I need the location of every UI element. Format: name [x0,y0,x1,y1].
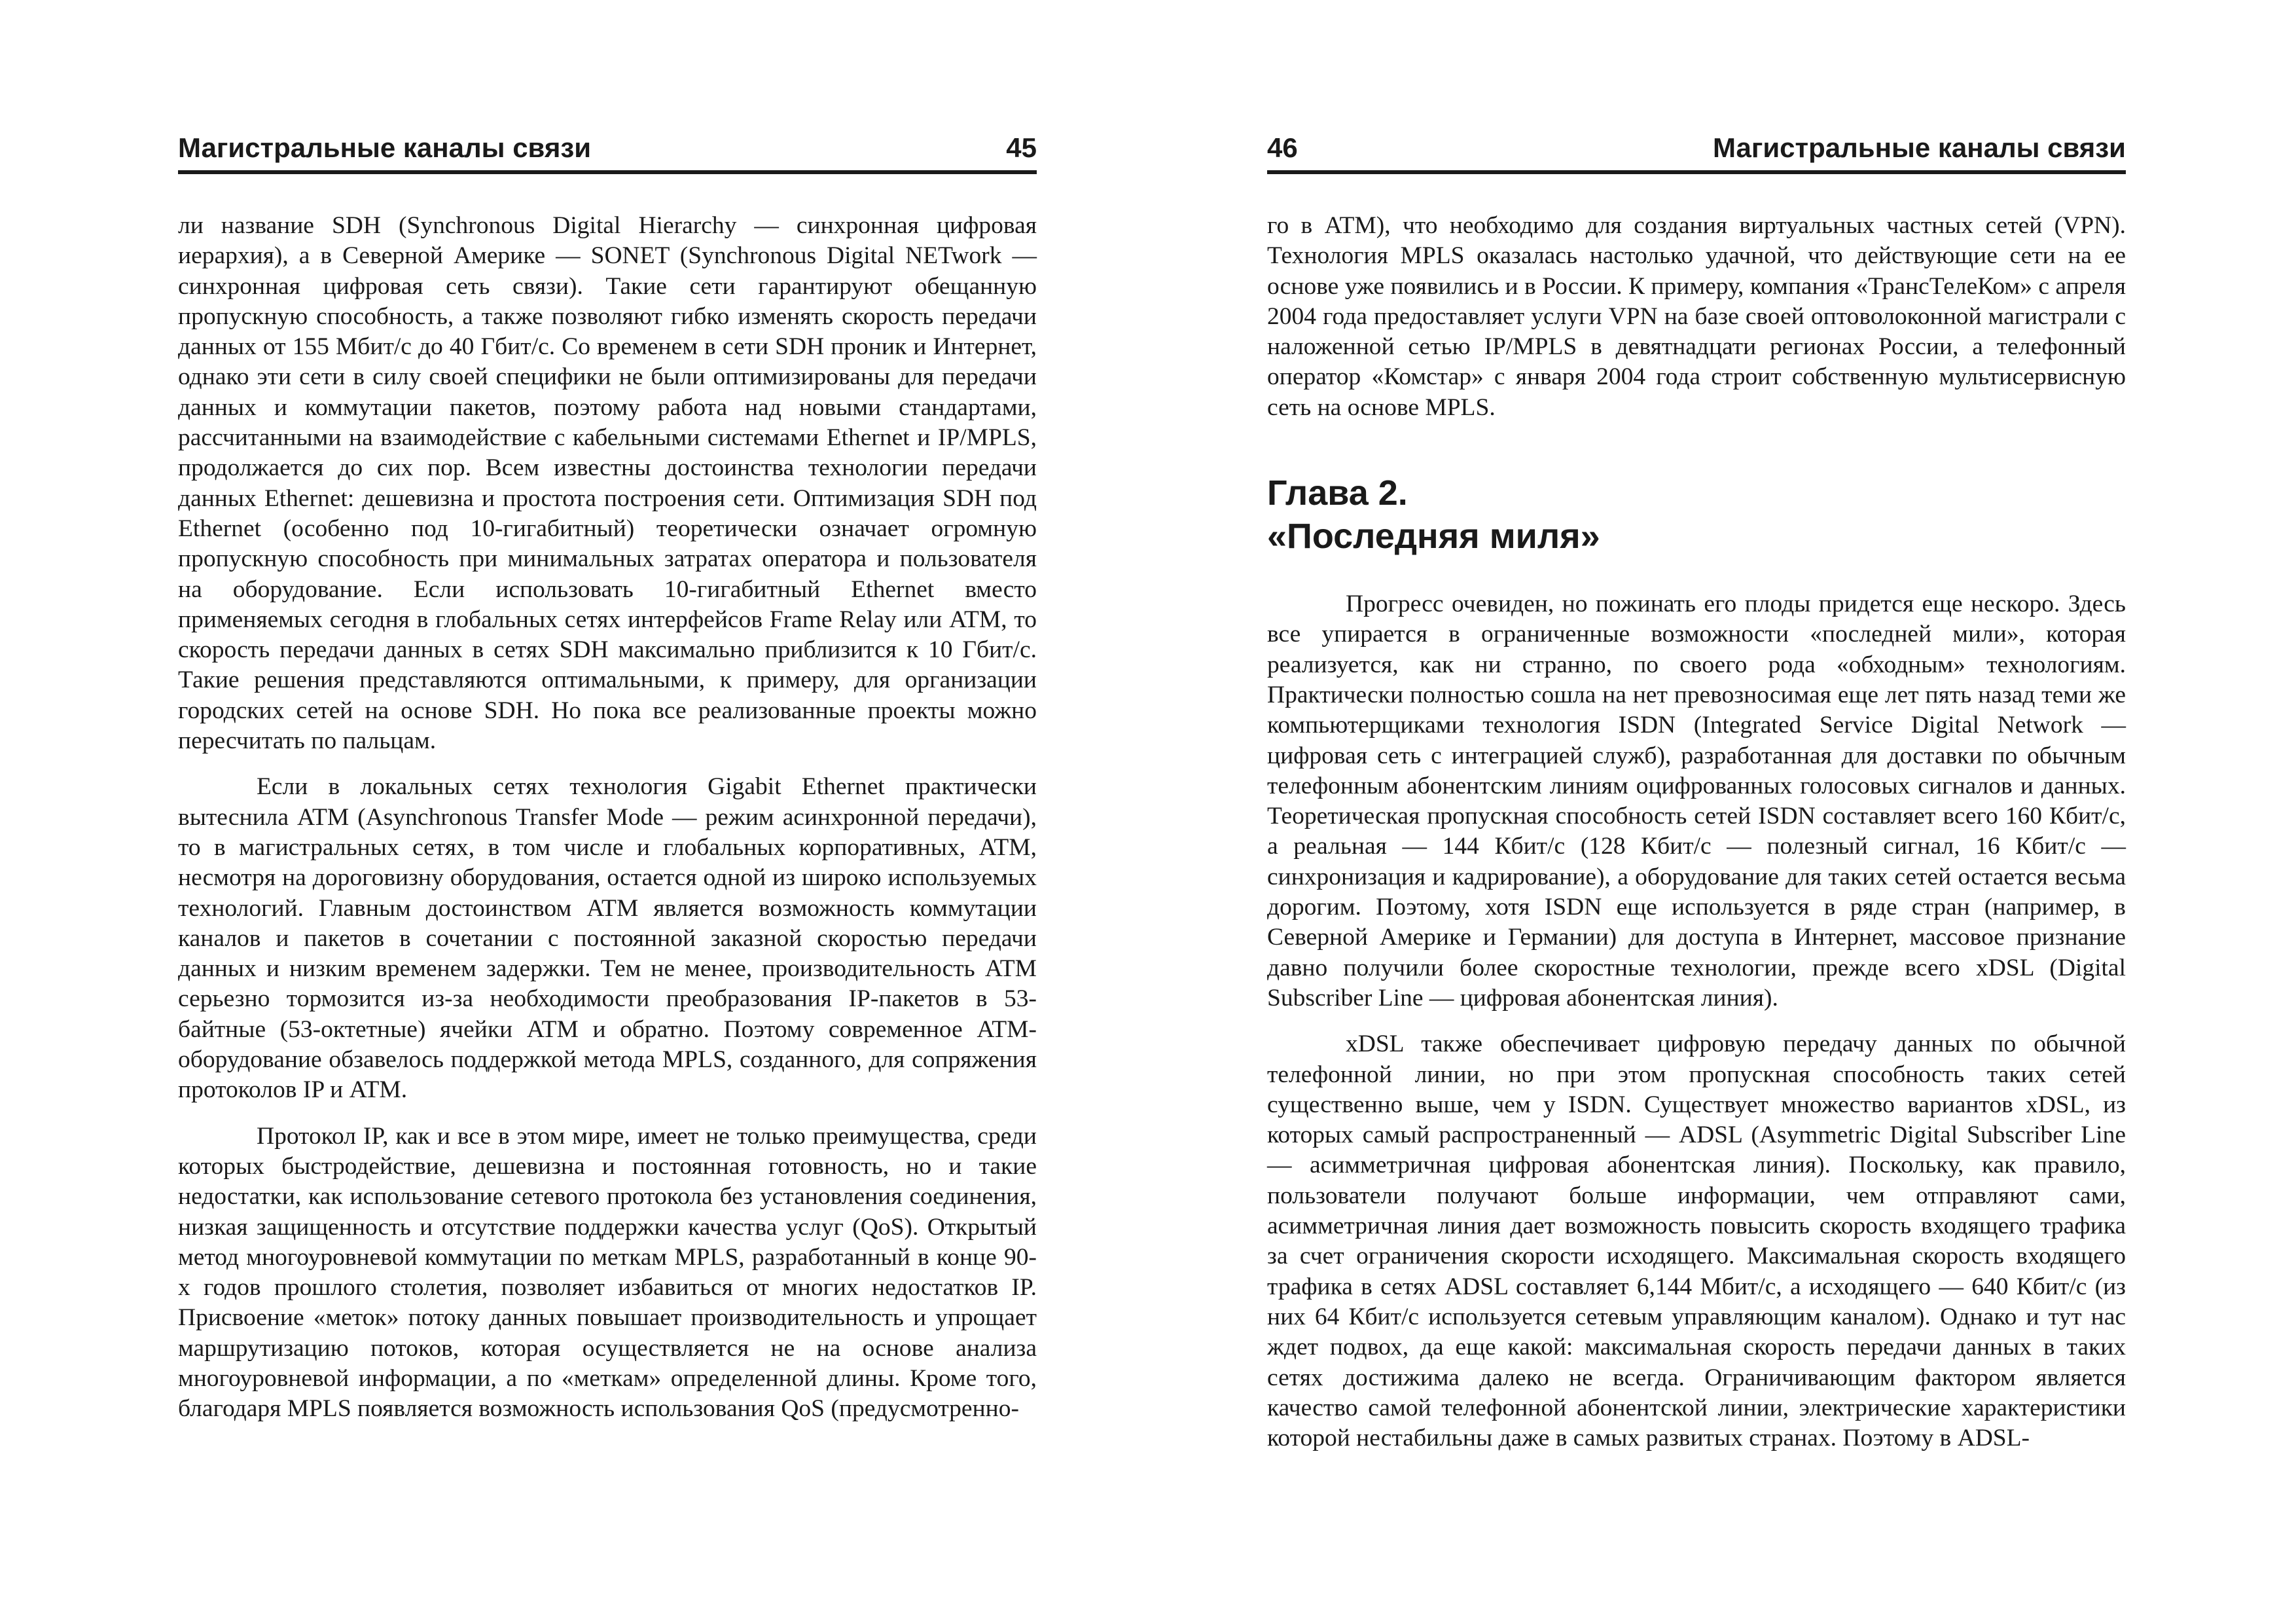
left-page-number: 45 [1006,132,1037,163]
right-page-number: 46 [1267,132,1298,163]
left-text-block [178,211,1037,1425]
left-paragraph-1: ли название SDH (Synchronous Digital Hierarchy — синхронная цифровая иерархия), а в Северной Америке — SONET (Synchronous Digital NETwork — синхронная цифровая сеть связи). Такие сети гарантируют обещанную пропускную способность, а также позволяют гибко изменять скорость передачи данных от 155 Мбит/с до 40 Гбит/с. Со временем в сети SDH проник и Интернет, однако эти сети в силу своей специфики не были оптимизированы для передачи данных и коммутации пакетов, поэтому работа над новыми стандартами, рассчитанными на взаимодействие с кабельными системами Ethernet и IP/MPLS, продолжается до сих пор. Всем известны достоинства технологии передачи данных Ethernet: дешевизна и простота построения сети. Оптимизация SDH под Ethernet (особенно под 10-гигабитный) теоретически означает огромную пропускную способность при минимальных затратах оператора и пользователя на оборудование. Если использовать 10-гигабитный Ethernet вместо применяемых сегодня в глобальных сетях интерфейсов Frame Relay или ATM, то скорость передачи данных в сетях SDH максимально приблизится к 10 Гбит/с. Такие решения представляются оптимальными, к примеру, для организации городских сетей на основе SDH. Но пока все реализованные проекты можно пересчитать по пальцам. [178,212,1037,755]
chapter-heading-line-2: «Последняя миля» [1267,517,1600,556]
right-page [1267,0,2126,1623]
right-text-block [1267,211,2126,1453]
right-paragraph-2: xDSL также обеспечивает цифровую передачу данных по обычной телефонной линии, но при этом пропускная способность таких сетей существенно выше, чем у ISDN. Существует множество вариантов xDSL, из которых самый распространенный — ADSL (Asymmetric Digital Subscriber Line — асимметричная цифровая абонентская линия). Поскольку, как правило, пользователи получают больше информации, чем отправляют сами, асимметричная линия дает возможность повысить скорость входящего трафика за счет ограничения скорости исходящего. Максимальная скорость входящего трафика в сетях ADSL составляет 6,144 Мбит/с, а исходящего — 640 Кбит/с (из них 64 Кбит/с используется сетевым управляющим каналом). Однако и тут нас ждет подвох, да еще какой: максимальная скорость передачи данных в таких сетях достижима далеко не всегда. Ограничивающим фактором является качество самой телефонной абонентской линии, электрические характеристики которой нестабильны даже в самых развитых странах. Поэтому в ADSL- [1267,1030,2126,1452]
right-intro-paragraph: го в ATM), что необходимо для создания виртуальных частных сетей (VPN). Технология MPLS оказалась настолько удачной, что действующие сети на ее основе уже появились и в России. К примеру, компания «ТрансТелеКом» с апреля 2004 года предоставляет услуги VPN на базе своей оптоволоконной магистрали с наложенной сетью IP/MPLS в девятнадцати регионах России, а телефонный оператор «Комстар» с января 2004 года строит собственную мультисервисную сеть на основе MPLS. [1267,212,2126,421]
left-header-title: Магистральные каналы связи [178,132,592,163]
left-paragraph-3: Протокол IP, как и все в этом мире, имеет не только преимущества, среди которых быстродействие, дешевизна и постоянная готовность, но и такие недостатки, как использование сетевого протокола без установления соединения, низкая защищенность и отсутствие поддержки качества услуг (QoS). Открытый метод многоуровневой коммутации по меткам MPLS, разработанный в конце 90-х годов прошлого столетия, позволяет избавиться от многих недостатков IP. Присвоение «меток» потоку данных повышает производительность и упрощает маршрутизацию потоков, которая осуществляется не на основе анализа многоуровневой информации, а по «меткам» определенной длины. Кроме того, благодаря MPLS появляется возможность использования QoS (предусмотренно- [178,1122,1037,1423]
left-page [178,0,1037,1623]
right-paragraph-1: Прогресс очевиден, но пожинать его плоды придется еще нескоро. Здесь все упирается в ограниченные возможности «последней мили», которая реализуется, как ни странно, по своего рода «обходным» технологиям. Практически полностью сошла на нет превозносимая еще лет пять назад теми же компьютерщиками технология ISDN (Integrated Service Digital Network — цифровая сеть с интеграцией служб), разработанная для доставки по обычным телефонным абонентским линиям оцифрованных голосовых сигналов и данных. Теоретическая пропускная способность сетей ISDN составляет всего 160 Кбит/с, а реальная — 144 Кбит/с (128 Кбит/с — полезный сигнал, 16 Кбит/с — синхронизация и кадрирование), а оборудование для таких сетей остается весьма дорогим. Поэтому, хотя ISDN еще используется в ряде стран (например, в Северной Америке и Германии) для доступа в Интернет, массовое признание давно получили более скоростные технологии, прежде всего xDSL (Digital Subscriber Line — цифровая абонентская линия). [1267,591,2126,1012]
left-paragraph-2: Если в локальных сетях технология Gigabit Ethernet практически вытеснила ATM (Asynchronous Transfer Mode — режим асинхронной передачи), то в магистральных сетях, в том числе и глобальных корпоративных, ATM, несмотря на дороговизну оборудования, остается одной из широко используемых технологий. Главным достоинством ATM является возможность коммутации каналов и пакетов в сочетании с постоянной заказной скоростью передачи данных и низким временем задержки. Тем не менее, производительность ATM серьезно тормозится из-за необходимости преобразования IP-пакетов в 53-байтные (53-октетные) ячейки ATM и обратно. Поэтому современное ATM-оборудование обзавелось поддержкой метода MPLS, созданного, для сопряжения протоколов IP и ATM. [178,773,1037,1104]
right-header-title: Магистральные каналы связи [1712,132,2126,163]
chapter-heading-line-1: Глава 2. [1267,473,1408,513]
chapter-heading [1267,471,2126,558]
left-running-head [178,131,1037,174]
right-running-head [1267,131,2126,174]
